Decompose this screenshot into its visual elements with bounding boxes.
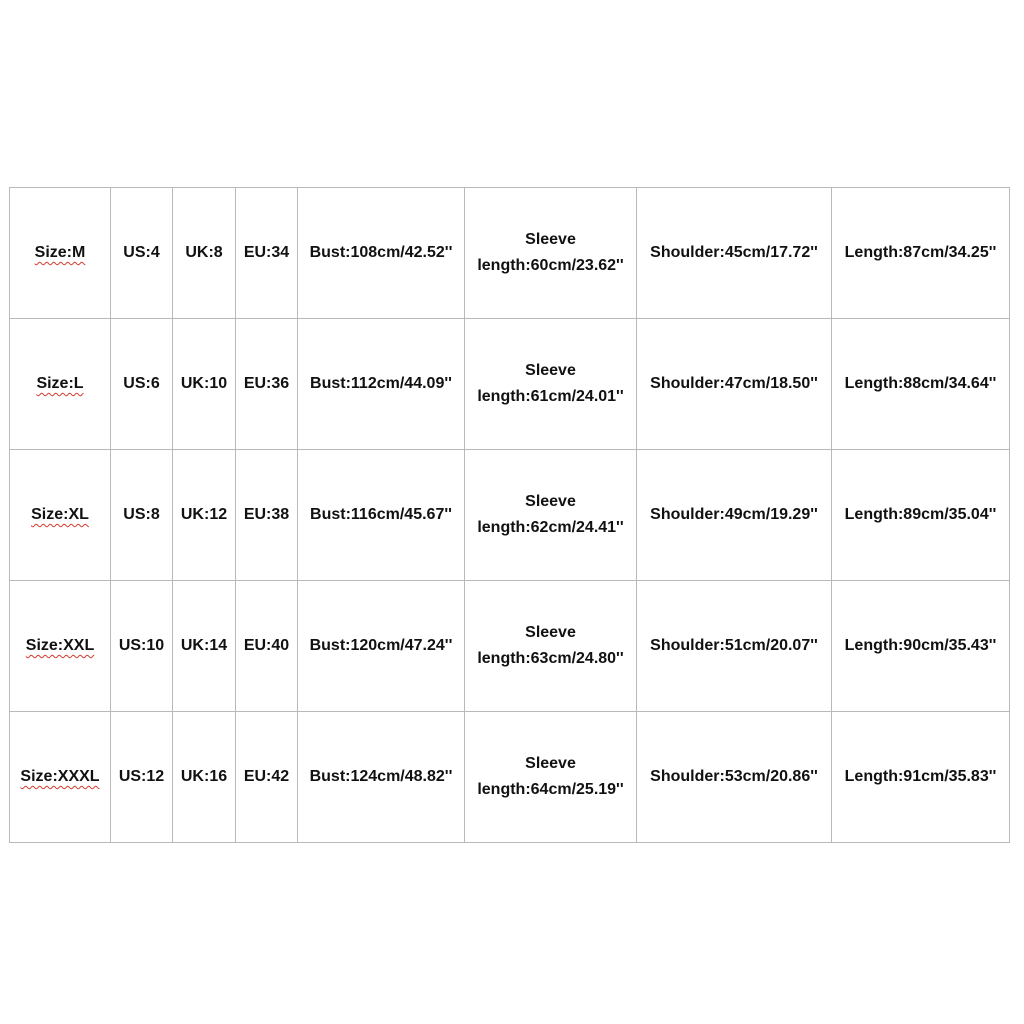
us-size-cell: US:12 (111, 712, 173, 843)
sleeve-value: length:62cm/24.41'' (477, 519, 624, 536)
size-cell (10, 450, 111, 581)
sleeve-cell (465, 319, 637, 450)
uk-size-cell: UK:8 (173, 188, 236, 319)
eu-size-cell: EU:34 (236, 188, 298, 319)
shoulder-cell: Shoulder:53cm/20.86'' (637, 712, 832, 843)
size-label: Size:XL (31, 506, 89, 523)
size-row-xxxl (10, 712, 1010, 843)
size-cell (10, 581, 111, 712)
bust-cell: Bust:120cm/47.24'' (298, 581, 465, 712)
size-chart-table (9, 187, 1010, 843)
shoulder-cell: Shoulder:51cm/20.07'' (637, 581, 832, 712)
us-size-cell: US:6 (111, 319, 173, 450)
size-label: Size:XXL (25, 637, 95, 654)
bust-cell: Bust:108cm/42.52'' (298, 188, 465, 319)
size-label: Size:L (36, 375, 84, 392)
uk-size-cell: UK:10 (173, 319, 236, 450)
shoulder-cell: Shoulder:45cm/17.72'' (637, 188, 832, 319)
length-cell: Length:88cm/34.64'' (832, 319, 1010, 450)
sleeve-label: Sleeve (525, 755, 576, 772)
shoulder-cell: Shoulder:49cm/19.29'' (637, 450, 832, 581)
uk-size-cell: UK:14 (173, 581, 236, 712)
sleeve-label: Sleeve (525, 624, 576, 641)
sleeve-cell (465, 581, 637, 712)
us-size-cell: US:4 (111, 188, 173, 319)
length-cell: Length:89cm/35.04'' (832, 450, 1010, 581)
bust-cell: Bust:124cm/48.82'' (298, 712, 465, 843)
us-size-cell: US:10 (111, 581, 173, 712)
bust-cell: Bust:116cm/45.67'' (298, 450, 465, 581)
eu-size-cell: EU:40 (236, 581, 298, 712)
us-size-cell: US:8 (111, 450, 173, 581)
sleeve-cell (465, 712, 637, 843)
length-cell: Length:87cm/34.25'' (832, 188, 1010, 319)
size-label: Size:M (34, 244, 86, 261)
sleeve-value: length:60cm/23.62'' (477, 257, 624, 274)
sleeve-label: Sleeve (525, 231, 576, 248)
uk-size-cell: UK:12 (173, 450, 236, 581)
size-row-m (10, 188, 1010, 319)
shoulder-cell: Shoulder:47cm/18.50'' (637, 319, 832, 450)
size-cell (10, 712, 111, 843)
bust-cell: Bust:112cm/44.09'' (298, 319, 465, 450)
sleeve-value: length:63cm/24.80'' (477, 650, 624, 667)
length-cell: Length:90cm/35.43'' (832, 581, 1010, 712)
sleeve-cell (465, 450, 637, 581)
eu-size-cell: EU:38 (236, 450, 298, 581)
size-cell (10, 188, 111, 319)
size-cell (10, 319, 111, 450)
sleeve-value: length:64cm/25.19'' (477, 781, 624, 798)
sleeve-label: Sleeve (525, 362, 576, 379)
size-row-xl (10, 450, 1010, 581)
size-row-xxl (10, 581, 1010, 712)
sleeve-cell (465, 188, 637, 319)
sleeve-label: Sleeve (525, 493, 576, 510)
uk-size-cell: UK:16 (173, 712, 236, 843)
length-cell: Length:91cm/35.83'' (832, 712, 1010, 843)
size-row-l (10, 319, 1010, 450)
size-label: Size:XXXL (20, 768, 100, 785)
eu-size-cell: EU:42 (236, 712, 298, 843)
eu-size-cell: EU:36 (236, 319, 298, 450)
sleeve-value: length:61cm/24.01'' (477, 388, 624, 405)
